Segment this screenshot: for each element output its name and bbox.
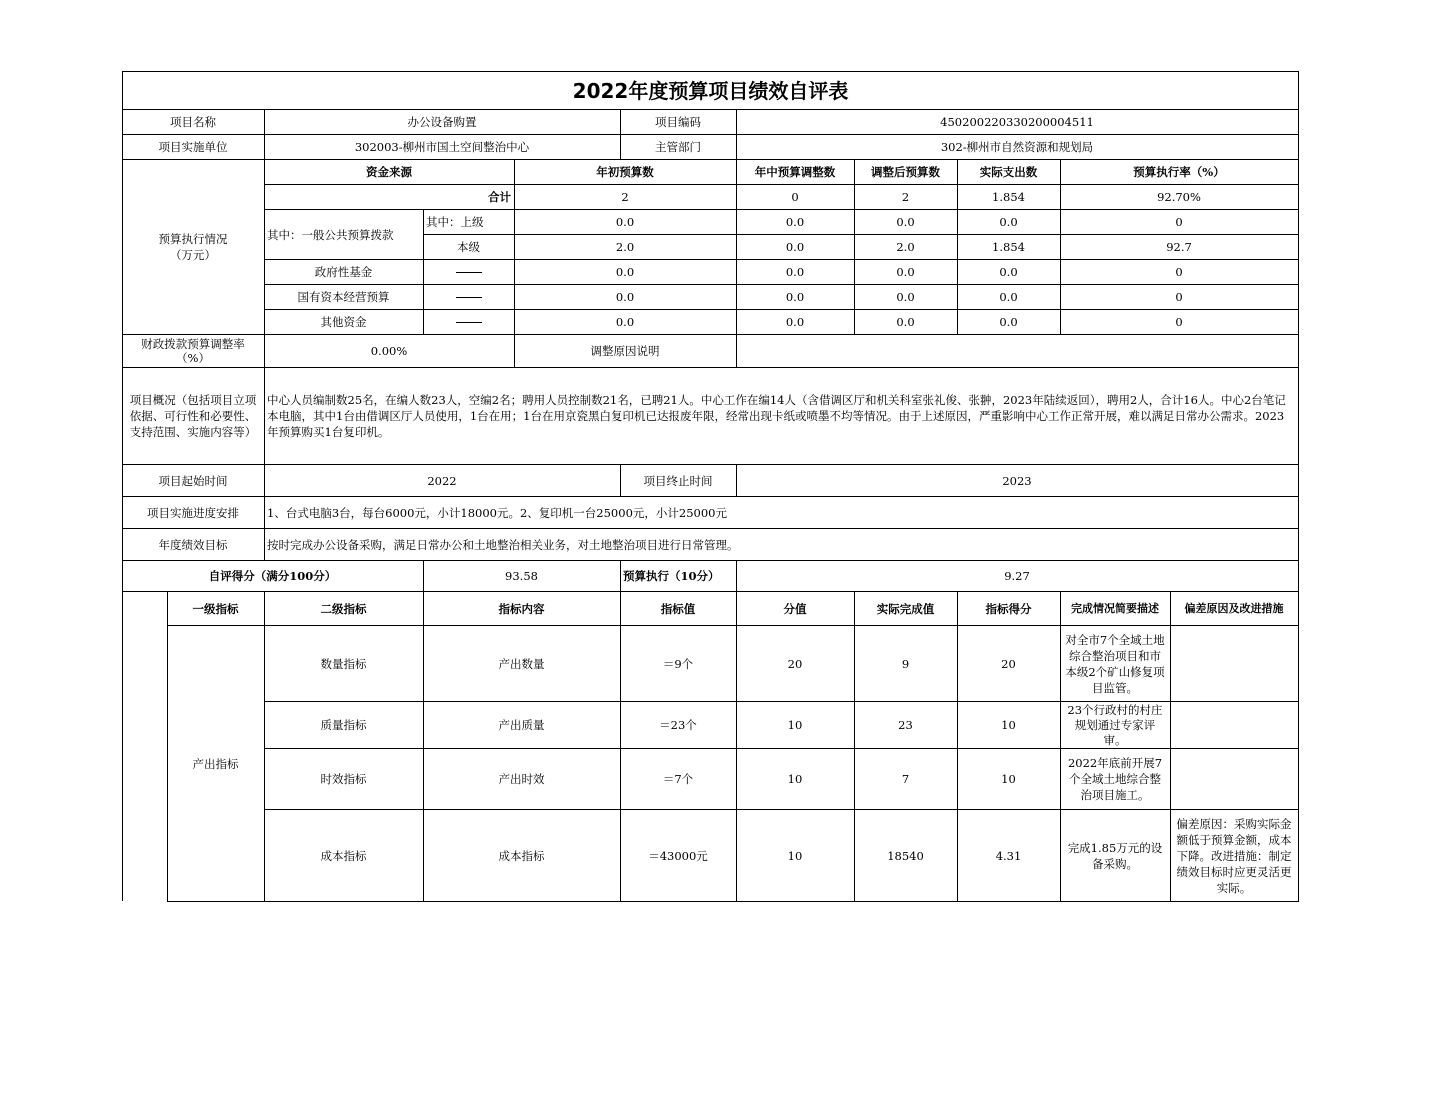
ind-row-weight: 10 xyxy=(787,848,803,863)
budget-local-midyear: 0.0 xyxy=(785,240,805,254)
budget-local-actual: 1.854 xyxy=(992,240,1025,254)
budget-row-adjusted: 0.0 xyxy=(896,265,915,279)
self-score-value: 93.58 xyxy=(505,569,538,583)
grid-line xyxy=(167,901,1299,902)
ind-row-level2: 质量指标 xyxy=(320,718,367,732)
budget-total-label: 合计 xyxy=(488,190,511,204)
ind-row-weight: 10 xyxy=(787,718,803,732)
adjust-reason-value xyxy=(736,335,1298,367)
budget-total-midyear: 0 xyxy=(791,190,799,204)
budget-row-rate: 0 xyxy=(1175,290,1183,304)
ind-row-weight: 20 xyxy=(787,656,803,671)
ind-row-target: ＝23个 xyxy=(659,718,697,732)
ind-row-desc: 完成1.85万元的设备采购。 xyxy=(1067,840,1163,871)
budget-row-label: 政府性基金 xyxy=(314,265,373,279)
budget-upper-label: 其中：上级 xyxy=(426,215,484,229)
ind-header-level1: 一级指标 xyxy=(192,601,239,616)
budget-local-adjusted: 2.0 xyxy=(896,240,915,254)
ind-header-level2: 二级指标 xyxy=(320,601,367,616)
ind-row-target: ＝9个 xyxy=(662,656,694,671)
project-code: 450200220330200004511 xyxy=(940,115,1094,129)
ind-row-desc: 23个行政村的村庄规划通过专家评审。 xyxy=(1067,702,1163,747)
ind-row-level2: 数量指标 xyxy=(320,656,367,671)
ind-row-reason xyxy=(1170,749,1298,809)
budget-row-rate: 0 xyxy=(1175,315,1183,329)
budget-row-midyear: 0.0 xyxy=(785,315,805,329)
dash-mark xyxy=(423,285,514,309)
budget-header-adjusted: 调整后预算数 xyxy=(871,165,940,179)
ind-row-actual: 18540 xyxy=(887,848,924,863)
budget-total-initial: 2 xyxy=(621,190,629,204)
budget-row-midyear: 0.0 xyxy=(785,290,805,304)
budget-local-rate: 92.7 xyxy=(1166,240,1192,254)
ind-row-target: ＝43000元 xyxy=(648,848,708,863)
budget-row-initial: 0.0 xyxy=(615,315,635,329)
page-title: 2022年度预算项目绩效自评表 xyxy=(572,78,849,103)
budget-header-midyear: 年中预算调整数 xyxy=(754,165,836,179)
project-name-label: 项目名称 xyxy=(170,115,216,129)
overview-label: 项目概况（包括项目立项依据、可行性和必要性、支持范围、实施内容等） xyxy=(129,393,257,439)
budget-row-initial: 0.0 xyxy=(615,290,635,304)
budget-exec-value: 9.27 xyxy=(1004,569,1030,583)
ind-header-content: 指标内容 xyxy=(498,601,545,616)
ind-row-actual: 23 xyxy=(898,718,913,732)
budget-header-actual: 实际支出数 xyxy=(979,165,1038,179)
budget-row-actual: 0.0 xyxy=(999,265,1018,279)
ind-row-content: 产出时效 xyxy=(498,772,545,786)
project-unit: 302003-柳州市国土空间整治中心 xyxy=(354,140,530,154)
ind-row-level2: 时效指标 xyxy=(320,772,367,786)
budget-header-initial: 年初预算数 xyxy=(596,165,654,179)
ind-header-target: 指标值 xyxy=(660,601,696,616)
end-time: 2023 xyxy=(1002,473,1032,488)
budget-general-label: 其中：一般公共预算拨款 xyxy=(267,227,394,242)
budget-row-label: 其他资金 xyxy=(320,315,367,329)
budget-section-label: 预算执行情况 （万元） xyxy=(158,232,228,262)
ind-row-score: 4.31 xyxy=(995,848,1022,863)
budget-total-adjusted: 2 xyxy=(901,190,910,204)
budget-row-midyear: 0.0 xyxy=(785,265,805,279)
grid-line xyxy=(1298,71,1299,901)
adjust-rate-value: 0.00% xyxy=(370,344,408,358)
progress-label: 项目实施进度安排 xyxy=(147,505,239,520)
ind-header-desc: 完成情况简要描述 xyxy=(1071,601,1159,615)
ind-row-desc: 对全市7个全域土地综合整治项目和市本级2个矿山修复项目监管。 xyxy=(1065,632,1165,695)
ind-row-target: ＝7个 xyxy=(662,772,694,786)
ind-row-weight: 10 xyxy=(787,772,803,786)
budget-row-actual: 0.0 xyxy=(999,315,1018,329)
project-unit-label: 项目实施单位 xyxy=(158,140,228,154)
budget-header-rate: 预算执行率（%） xyxy=(1133,165,1225,179)
ind-header-reason: 偏差原因及改进措施 xyxy=(1184,601,1284,615)
ind-row-reason: 偏差原因：采购实际金额低于预算金额，成本下降。改进措施：制定绩效目标时应更灵活更实际。 xyxy=(1176,816,1292,895)
budget-row-rate: 0 xyxy=(1175,265,1183,279)
ind-row-content: 产出质量 xyxy=(498,718,545,732)
budget-local-initial: 2.0 xyxy=(615,240,635,254)
adjust-rate-label: 财政拨款预算调整率 （%） xyxy=(141,337,245,365)
project-dept: 302-柳州市自然资源和规划局 xyxy=(940,140,1094,154)
project-name: 办公设备购置 xyxy=(407,115,477,129)
budget-upper-rate: 0 xyxy=(1175,215,1183,229)
budget-row-actual: 0.0 xyxy=(999,290,1018,304)
ind-row-actual: 7 xyxy=(901,772,910,786)
ind-row-actual: 9 xyxy=(901,656,910,671)
end-time-label: 项目终止时间 xyxy=(643,473,713,488)
adjust-reason-label: 调整原因说明 xyxy=(590,344,660,358)
dash-mark xyxy=(423,310,514,334)
ind-header-weight: 分值 xyxy=(783,601,807,616)
budget-exec-label: 预算执行（10分） xyxy=(623,569,720,583)
budget-total-rate: 92.70% xyxy=(1157,190,1201,204)
overview-text: 中心人员编制数25名，在编人数23人，空编2名；聘用人员控制数21名，已聘21人。中心工作在编14人（含借调区厅和机关科室张礼俊、张翀，2023年陆续返回），聘用2人，合计16人。中心2台笔记本电脑，其中1台由借调区厅人员使用，1台在用；1台在用京瓷黑白复印机已达报废年限，经常出现卡纸或喷墨不均等情况。由于上述原因，严重影响中心工作正常开展，难以满足日常办公需求。2023年预算购买1台复印机。 xyxy=(267,393,1286,439)
budget-local-label: 本级 xyxy=(457,240,480,254)
ind-row-score: 10 xyxy=(1001,772,1016,786)
budget-upper-initial: 0.0 xyxy=(615,215,635,229)
ind-row-reason xyxy=(1170,702,1298,748)
start-time-label: 项目起始时间 xyxy=(158,473,228,488)
progress-text: 1、台式电脑3台，每台6000元，小计18000元。2、复印机一台25000元，小计25000元 xyxy=(267,505,727,520)
goal-label: 年度绩效目标 xyxy=(158,537,228,552)
budget-header-source: 资金来源 xyxy=(366,165,412,179)
ind-header-actual: 实际完成值 xyxy=(876,601,935,616)
budget-row-adjusted: 0.0 xyxy=(896,315,915,329)
project-code-label: 项目编码 xyxy=(655,115,701,129)
budget-upper-midyear: 0.0 xyxy=(785,215,805,229)
ind-level1-output: 产出指标 xyxy=(192,756,239,771)
budget-row-initial: 0.0 xyxy=(615,265,635,279)
budget-upper-adjusted: 0.0 xyxy=(896,215,915,229)
ind-row-score: 10 xyxy=(1001,718,1016,732)
ind-row-reason xyxy=(1170,626,1298,701)
start-time: 2022 xyxy=(427,473,457,488)
project-dept-label: 主管部门 xyxy=(655,140,701,154)
budget-total-actual: 1.854 xyxy=(992,190,1025,204)
ind-row-desc: 2022年底前开展7个全域土地综合整治项目施工。 xyxy=(1067,756,1163,802)
budget-row-adjusted: 0.0 xyxy=(896,290,915,304)
ind-row-score: 20 xyxy=(1001,656,1016,671)
ind-row-level2: 成本指标 xyxy=(320,848,367,863)
budget-row-label: 国有资本经营预算 xyxy=(297,290,390,304)
ind-row-content: 成本指标 xyxy=(498,848,545,863)
budget-upper-actual: 0.0 xyxy=(999,215,1018,229)
goal-text: 按时完成办公设备采购，满足日常办公和土地整治相关业务，对土地整治项目进行日常管理。 xyxy=(267,537,739,552)
ind-row-content: 产出数量 xyxy=(498,656,545,671)
ind-header-score: 指标得分 xyxy=(985,601,1032,616)
self-score-label: 自评得分（满分100分） xyxy=(208,569,337,583)
dash-mark xyxy=(423,260,514,284)
